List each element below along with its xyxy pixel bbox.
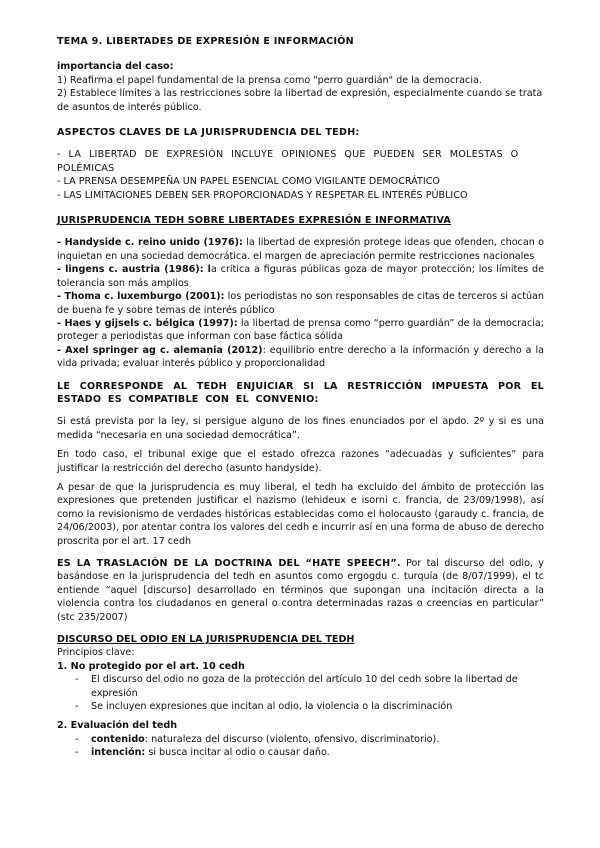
- case-text: los periodistas no son responsables de citas de terceros si actúan de buena fe y sobre temas de interés público: [57, 291, 544, 316]
- corresponde-paragraph-2: En todo caso, el tribunal exige que el estado ofrezca razones “adecuadas y suficientes” para justificar la restricción del derecho (asunto handyside).: [57, 449, 544, 474]
- item-label: contenido: [91, 733, 145, 745]
- principle-2-item-1: [57, 733, 544, 746]
- principle-1-heading: 1. No protegido por el art. 10 cedh: [57, 660, 245, 672]
- item-text: si busca incitar al odio o causar daño.: [145, 747, 330, 759]
- case-name: - lingens c. austria (1986): l: [57, 264, 211, 276]
- importancia-item-1: 1) Reafirma el papel fundamental de la prensa como "perro guardián" de la democracia.: [57, 74, 482, 86]
- corresponde-paragraph-3: A pesar de que la jurisprudencia es muy liberal, el tedh ha excluido del ámbito de protección las expresiones que pretenden justificar el nazismo (lehideux e isorni c. francia, de 23/09/1998), así como la revisionismo de verdades históricas establecidas como el holocausto (garaudy c. francia, de 24/06/2003), por atentar contra los valores del cedh e incurrir así en una forma de abuso de derecho proscrita por el art. 17 cedh: [57, 481, 544, 547]
- dash-bullet: -: [75, 674, 79, 686]
- aspectos-heading: ASPECTOS CLAVES DE LA JURISPRUDENCIA DEL TEDH:: [57, 127, 360, 139]
- case-haes: [57, 317, 544, 344]
- case-name: - Thoma c. luxemburgo (2001):: [57, 291, 225, 303]
- importancia-item-2: 2) Establece límites a las restricciones sobre la libertad de expresión, especialmente cuando se trata de asuntos de interés público.: [57, 88, 543, 113]
- case-name: - Haes y gijsels c. bélgica (1997):: [57, 317, 238, 329]
- case-text: a crítica a figuras públicas goza de mayor protección; los límites de tolerancia son más amplios: [57, 264, 544, 289]
- odio-heading: DISCURSO DEL ODIO EN LA JURISPRUDENCIA DEL TEDH: [57, 634, 355, 646]
- aspectos-item-1: - LA LIBERTAD DE EXPRESIÓN INCLUYE OPINIONES QUE PUEDEN SER MOLESTAS O POLÉMICAS: [57, 149, 519, 174]
- importancia-heading: importancia del caso:: [57, 61, 174, 73]
- item-text: Se incluyen expresiones que incitan al odio, la violencia o la discriminación: [91, 701, 453, 713]
- hate-speech-paragraph: [57, 557, 544, 624]
- case-text: : equilibrio entre derecho a la información y derecho a la vida privada; evaluar interés público y proporcionalidad: [57, 344, 544, 370]
- principle-2-item-2: [57, 746, 544, 759]
- odio-intro: Principios clave:: [57, 647, 135, 659]
- case-lingens: [57, 263, 544, 290]
- case-axel-springer: [57, 344, 544, 371]
- principle-1-item-1: [57, 673, 544, 700]
- document-title: TEMA 9. LIBERTADES DE EXPRESIÓN E INFORMACIÓN: [57, 36, 354, 47]
- case-thoma: [57, 290, 544, 317]
- dash-bullet: -: [75, 747, 79, 759]
- item-label: intención:: [91, 747, 146, 759]
- jurisprudencia-heading: JURISPRUDENCIA TEDH SOBRE LIBERTADES EXPRESIÓN E INFORMATIVA: [57, 215, 451, 227]
- hate-speech-text: Por tal discurso del odio, y basándose en la jurisprudencia del tedh en asuntos como ergogdu c. turquía (de 8/07/1999), el tc entiende “aquel [discurso] desarrollado en términos que supongan una incitación directa a la violencia contra los ciudadanos en general o contra determinadas razas o creencias en particular” (stc 235/2007): [57, 558, 544, 623]
- dash-bullet: -: [75, 733, 79, 745]
- principle-1-item-2: [57, 700, 544, 713]
- principle-2-heading: 2. Evaluación del tedh: [57, 720, 178, 732]
- case-text: la libertad de expresión protege ideas que ofenden, chocan o inquietan en una sociedad democrática. el margen de apreciación permite restricciones nacionales: [57, 237, 544, 262]
- case-text: la libertad de prensa como “perro guardián” de la democracia; proteger a periodistas que informan con base fáctica sólida: [57, 317, 544, 343]
- case-name: - Axel springer ag c. alemania (2012): [57, 344, 263, 356]
- item-text: El discurso del odio no goza de la protección del artículo 10 del cedh sobre la libertad de expresión: [91, 674, 518, 699]
- corresponde-paragraph-1: Si está prevista por la ley, si persigue alguno de los fines enunciados por el apdo. 2º y si es una medida “necesaria en una sociedad democrática”.: [57, 416, 544, 441]
- case-name: - Handyside c. reino unido (1976):: [57, 237, 243, 249]
- corresponde-heading: LE CORRESPONDE AL TEDH ENJUICIAR SI LA RESTRICCIÓN IMPUESTA POR EL ESTADO ES COMPATIBLE CON EL CONVENIO:: [57, 380, 544, 405]
- dash-bullet: -: [75, 701, 79, 713]
- document-page: [57, 35, 544, 760]
- item-text: : naturaleza del discurso (violento, ofensivo, discriminatorio).: [144, 733, 440, 745]
- aspectos-item-2: - LA PRENSA DESEMPEÑA UN PAPEL ESENCIAL COMO VIGILANTE DEMOCRÁTICO: [57, 176, 440, 188]
- hate-speech-bold: ES LA TRASLACIÓN DE LA DOCTRINA DEL “HATE SPEECH”.: [57, 558, 401, 569]
- case-handyside: [57, 236, 544, 263]
- aspectos-item-3: - LAS LIMITACIONES DEBEN SER PROPORCIONADAS Y RESPETAR EL INTERÉS PÚBLICO: [57, 189, 468, 201]
